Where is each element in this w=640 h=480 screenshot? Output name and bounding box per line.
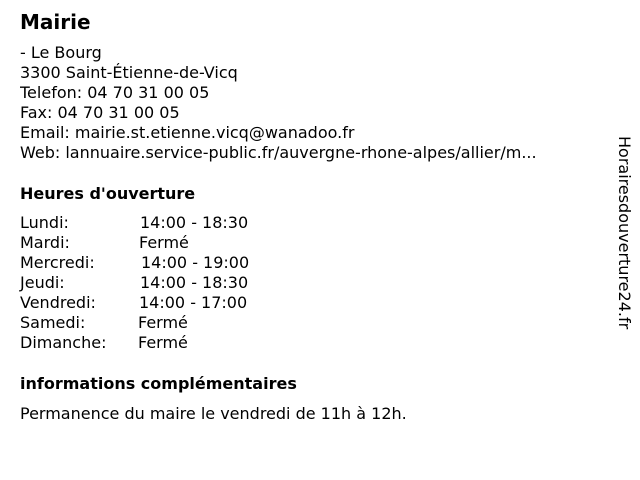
- hours-row-saturday: [20, 313, 420, 333]
- time-value: 14:00 - 18:30: [140, 273, 249, 292]
- phone-line: Telefon: 04 70 31 00 05: [20, 83, 210, 102]
- time-value: Fermé: [139, 233, 189, 252]
- fax-line: Fax: 04 70 31 00 05: [20, 103, 180, 122]
- time-value: 14:00 - 19:00: [141, 253, 250, 272]
- hours-row-sunday: [20, 333, 420, 353]
- hours-row-monday: [20, 213, 420, 233]
- hours-row-wednesday: [20, 253, 420, 273]
- info-text: Permanence du maire le vendredi de 11h à 12h.: [20, 404, 407, 423]
- hours-row-thursday: [20, 273, 420, 293]
- page-title: Mairie: [20, 10, 91, 34]
- web-line: Web: lannuaire.service-public.fr/auvergne-rhone-alpes/allier/m...: [20, 143, 537, 162]
- address-block: [20, 43, 600, 163]
- site-watermark: Horairesdouverture24.fr: [615, 136, 634, 330]
- time-value: Fermé: [138, 333, 188, 352]
- time-value: Fermé: [138, 313, 188, 332]
- info-heading: informations complémentaires: [20, 374, 297, 393]
- day-label: Jeudi:: [20, 273, 65, 292]
- time-value: 14:00 - 18:30: [140, 213, 249, 232]
- day-label: Vendredi:: [20, 293, 96, 312]
- time-value: 14:00 - 17:00: [139, 293, 248, 312]
- day-label: Mercredi:: [20, 253, 95, 272]
- day-label: Lundi:: [20, 213, 69, 232]
- day-label: Dimanche:: [20, 333, 107, 352]
- street-line: - Le Bourg: [20, 43, 102, 62]
- opening-hours-table: [20, 213, 420, 353]
- city-line: 3300 Saint-Étienne-de-Vicq: [20, 63, 238, 82]
- day-label: Samedi:: [20, 313, 86, 332]
- email-line: Email: mairie.st.etienne.vicq@wanadoo.fr: [20, 123, 355, 142]
- hours-row-tuesday: [20, 233, 420, 253]
- hours-heading: Heures d'ouverture: [20, 184, 196, 203]
- hours-row-friday: [20, 293, 420, 313]
- day-label: Mardi:: [20, 233, 70, 252]
